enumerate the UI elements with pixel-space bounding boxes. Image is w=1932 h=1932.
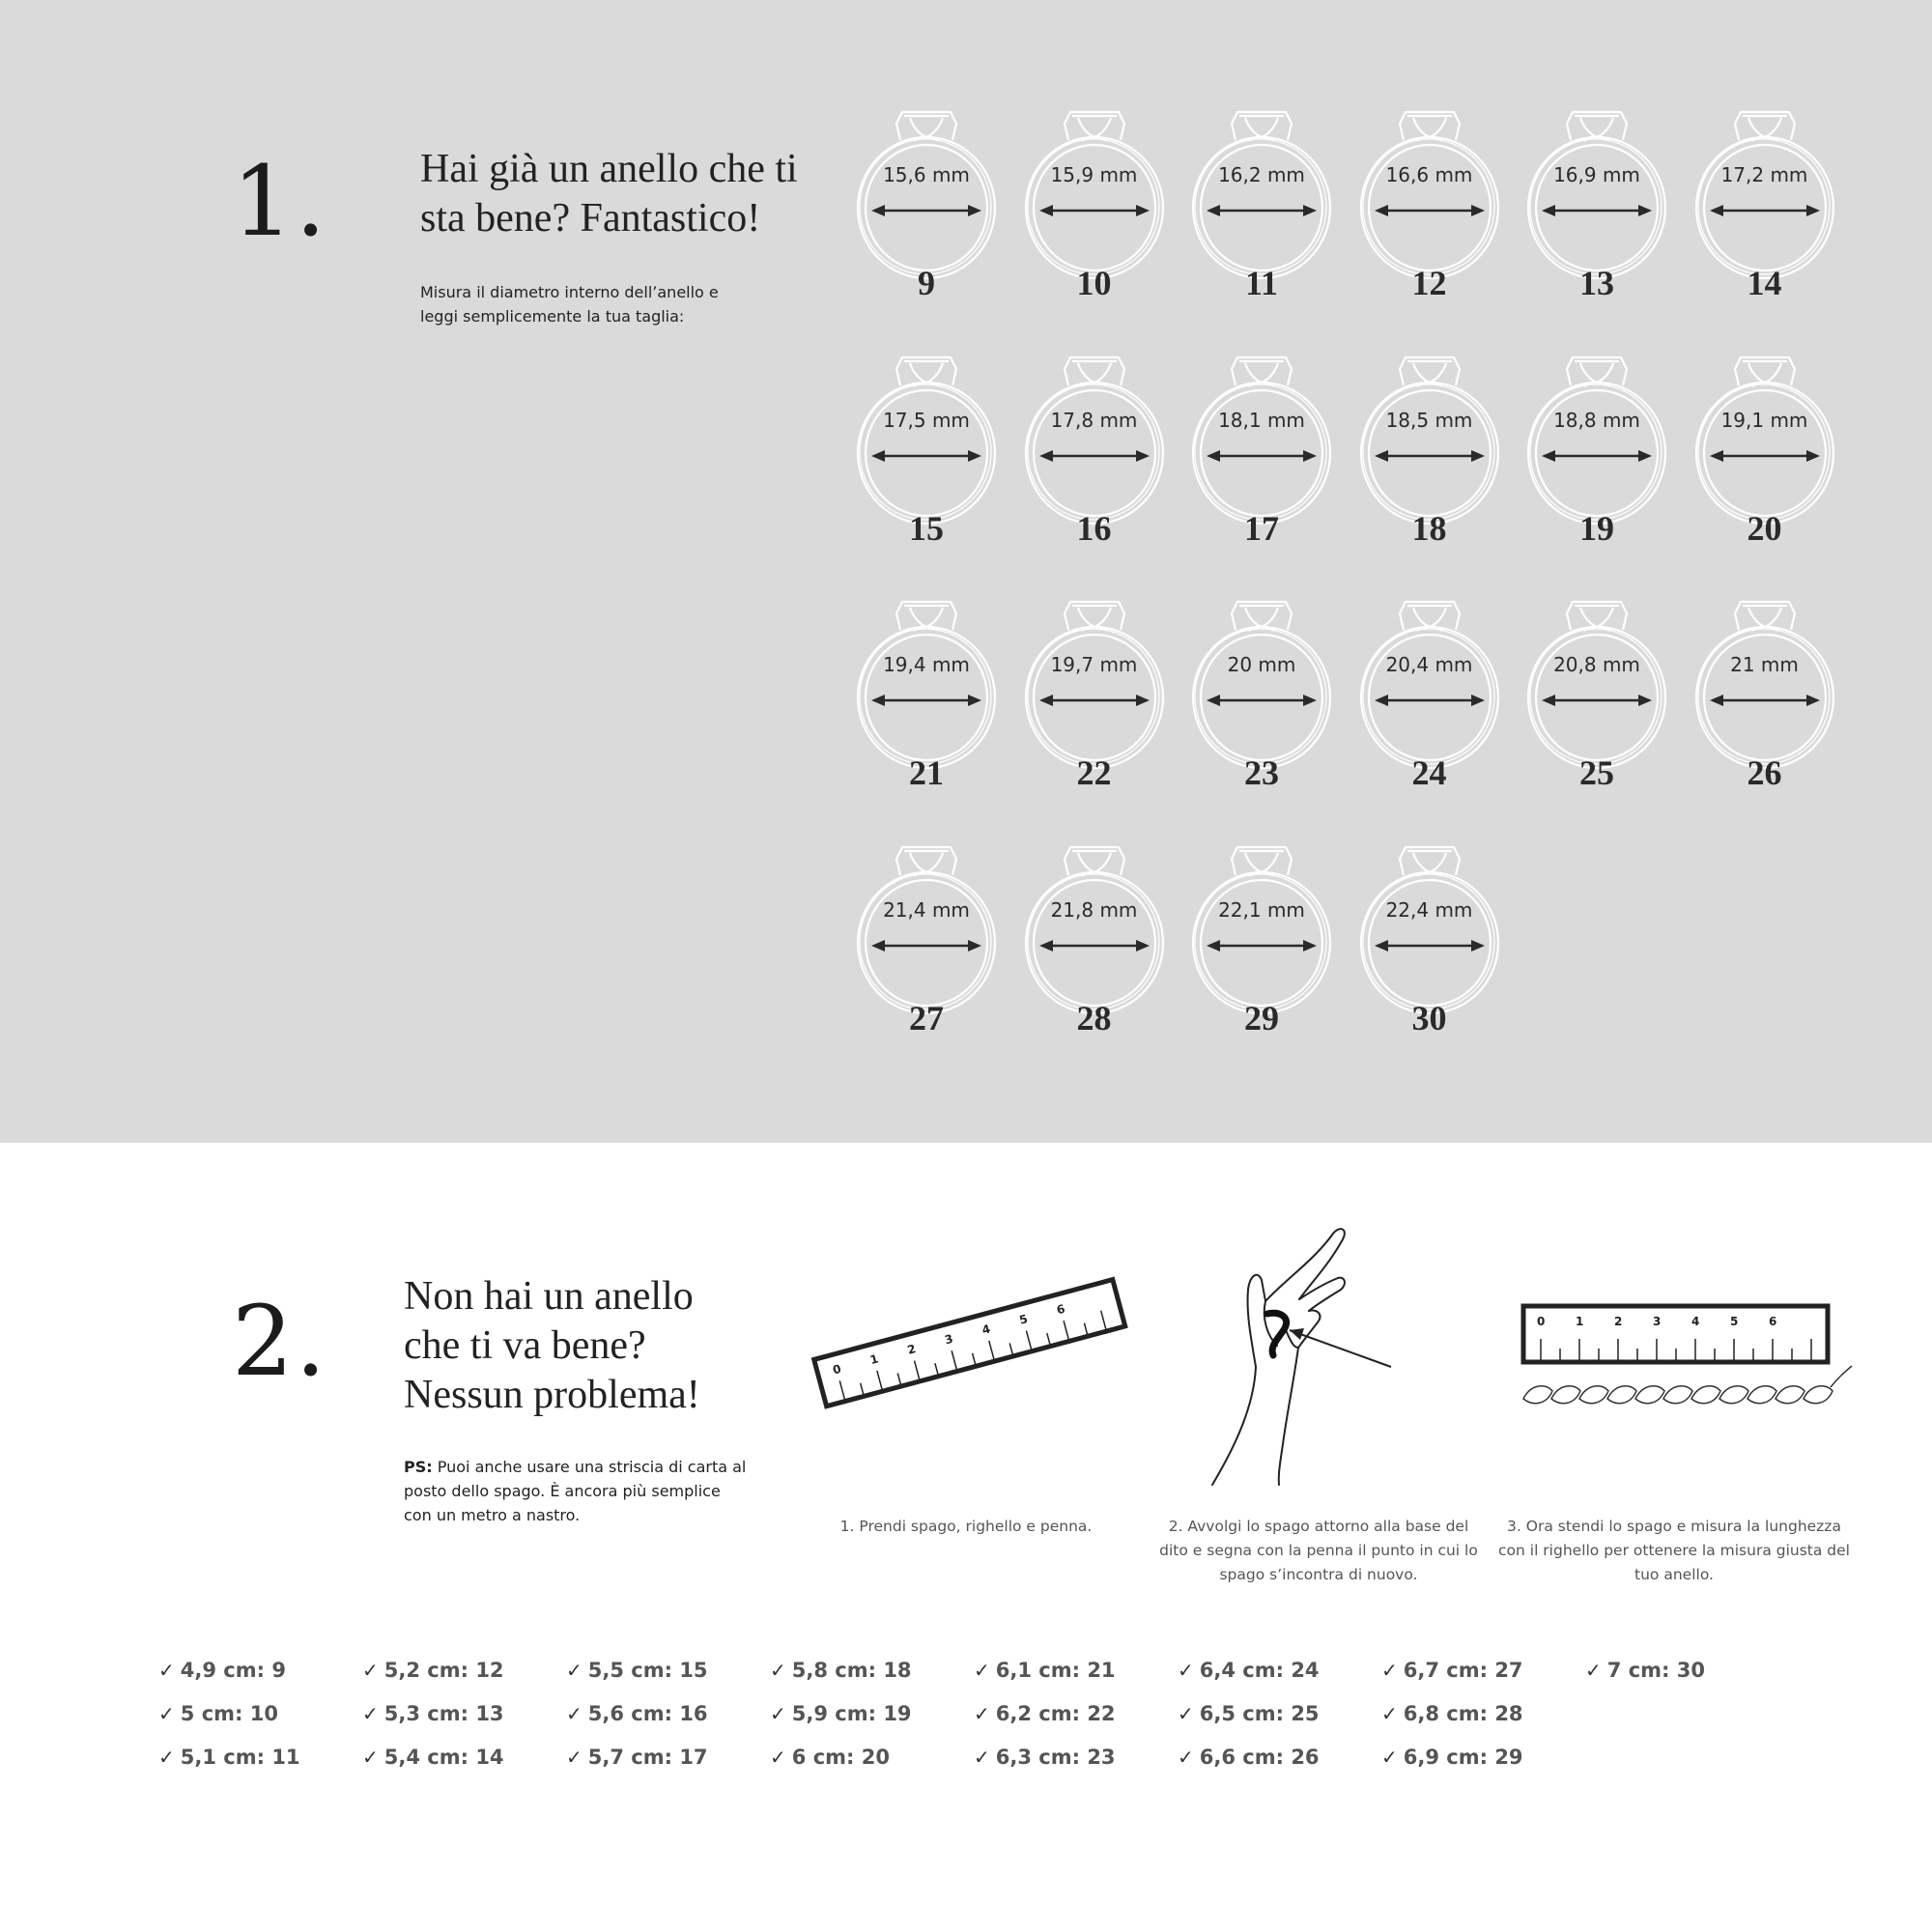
- ring-size-number: 18: [1411, 508, 1447, 548]
- ring-size-17: [1189, 354, 1334, 561]
- ring-size-22: [1022, 598, 1167, 806]
- conversion-entry: [1178, 1702, 1320, 1725]
- conversion-entry: [974, 1746, 1116, 1769]
- ring-size-16: [1022, 354, 1167, 561]
- ring-size-19: [1524, 354, 1669, 561]
- checkmark-icon: ✓: [1178, 1659, 1194, 1682]
- ruler-tick-label: 4: [980, 1321, 992, 1338]
- step-caption-2: 2. Avvolgi lo spago attorno alla base del dito e segna con la penna il punto in cui lo spago s’incontra di nuovo.: [1159, 1518, 1478, 1583]
- ring-diameter-label: 20,4 mm: [1385, 653, 1473, 676]
- step-caption-1: 1. Prendi spago, righello e penna.: [839, 1518, 1093, 1535]
- conversion-entry: [566, 1746, 708, 1769]
- ring-size-number: 27: [909, 998, 944, 1037]
- ruler-tick-label: 2: [905, 1342, 918, 1357]
- ring-diameter-label: 22,1 mm: [1218, 897, 1305, 922]
- checkmark-icon: ✓: [1381, 1702, 1398, 1725]
- ring-size-number: 28: [1076, 998, 1112, 1037]
- hand-illustration: [1198, 1222, 1420, 1492]
- ring-diameter-label: 20,8 mm: [1553, 653, 1640, 676]
- conversion-entry: [974, 1659, 1116, 1682]
- conversion-entry: [362, 1702, 504, 1725]
- ruler-tick-label: 3: [1653, 1315, 1662, 1328]
- checkmark-icon: ✓: [974, 1659, 990, 1682]
- conversion-entry: [1178, 1659, 1320, 1682]
- ring-size-number: 21: [909, 753, 944, 792]
- ring-size-number: 13: [1579, 264, 1614, 302]
- ruler-string-illustration: [1512, 1294, 1860, 1420]
- conversion-entry: [362, 1659, 504, 1682]
- ruler-tick-label: 0: [1537, 1315, 1546, 1328]
- conversion-text: 5,4 cm: 14: [384, 1746, 504, 1769]
- ring-size-number: 12: [1411, 264, 1447, 302]
- checkmark-icon: ✓: [1381, 1746, 1398, 1769]
- conversion-text: 5,1 cm: 11: [180, 1746, 300, 1769]
- checkmark-icon: ✓: [974, 1746, 990, 1769]
- ring-size-21: [854, 598, 999, 806]
- ring-size-24: [1357, 598, 1502, 806]
- conversion-entry: [158, 1702, 278, 1725]
- conversion-entry: [158, 1659, 286, 1682]
- checkmark-icon: ✓: [770, 1702, 786, 1725]
- conversion-entry: [770, 1659, 912, 1682]
- ruler-tick-label: 5: [1017, 1312, 1030, 1327]
- conversion-text: 5 cm: 10: [180, 1702, 278, 1725]
- ring-size-number: 22: [1076, 753, 1112, 792]
- ring-size-13: [1524, 108, 1669, 316]
- checkmark-icon: ✓: [158, 1659, 175, 1682]
- step-caption-3: 3. Ora stendi lo spago e misura la lunghezza con il righello per ottenere la misura giusta del tuo anello.: [1498, 1518, 1850, 1583]
- conversion-text: 5,9 cm: 19: [791, 1702, 912, 1725]
- ruler-tick-label: 1: [868, 1351, 880, 1368]
- ruler-tick-label: 4: [1691, 1315, 1700, 1328]
- checkmark-icon: ✓: [1178, 1702, 1194, 1725]
- ring-size-number: 9: [918, 264, 935, 302]
- conversion-entry: [770, 1702, 912, 1725]
- ruler-tick-label: 6: [1769, 1315, 1777, 1328]
- checkmark-icon: ✓: [158, 1746, 175, 1769]
- ring-size-12: [1357, 108, 1502, 316]
- ring-diameter-label: 18,1 mm: [1218, 408, 1305, 432]
- checkmark-icon: ✓: [362, 1702, 379, 1725]
- ring-diameter-label: 17,2 mm: [1720, 163, 1808, 186]
- ring-size-25: [1524, 598, 1669, 806]
- conversion-entry: [1381, 1659, 1523, 1682]
- ring-diameter-label: 19,1 mm: [1720, 408, 1808, 432]
- ring-size-9: [854, 108, 999, 316]
- conversion-text: 6,7 cm: 27: [1403, 1659, 1523, 1682]
- ring-size-number: 11: [1244, 264, 1278, 302]
- ruler-tick-label: 5: [1730, 1315, 1739, 1328]
- conversion-entry: [158, 1746, 300, 1769]
- conversion-text: 6,4 cm: 24: [1199, 1659, 1320, 1682]
- conversion-entry: [1381, 1702, 1523, 1725]
- conversion-entry: [1178, 1746, 1320, 1769]
- conversion-text: 7 cm: 30: [1606, 1659, 1705, 1682]
- checkmark-icon: ✓: [566, 1746, 582, 1769]
- ring-size-number: 17: [1244, 508, 1279, 548]
- ring-diameter-label: 19,7 mm: [1050, 653, 1138, 676]
- conversion-text: 5,6 cm: 16: [587, 1702, 708, 1725]
- section-2-heading: Non hai un anello che ti va bene? Nessun problema!: [404, 1274, 700, 1417]
- ring-diameter-label: 19,4 mm: [883, 653, 970, 676]
- checkmark-icon: ✓: [1178, 1746, 1194, 1769]
- ring-size-15: [854, 354, 999, 561]
- conversion-text: 6,6 cm: 26: [1199, 1746, 1320, 1769]
- ring-size-number: 19: [1579, 508, 1614, 548]
- checkmark-icon: ✓: [770, 1659, 786, 1682]
- ruler-tick-label: 3: [943, 1331, 955, 1348]
- ring-diameter-label: 22,4 mm: [1385, 897, 1473, 922]
- ring-diameter-label: 17,5 mm: [883, 408, 970, 432]
- conversion-entry: [362, 1746, 504, 1769]
- ring-diameter-label: 16,9 mm: [1553, 163, 1640, 186]
- conversion-text: 5,7 cm: 17: [587, 1746, 708, 1769]
- checkmark-icon: ✓: [362, 1746, 379, 1769]
- step-number-1: 1.: [232, 145, 328, 258]
- checkmark-icon: ✓: [770, 1746, 786, 1769]
- ruler-illustration: [802, 1261, 1140, 1435]
- ring-diameter-label: 16,2 mm: [1218, 163, 1305, 186]
- ring-size-14: [1692, 108, 1837, 316]
- checkmark-icon: ✓: [158, 1702, 175, 1725]
- ring-size-23: [1189, 598, 1334, 806]
- conversion-entry: [1381, 1746, 1523, 1769]
- conversion-text: 6,5 cm: 25: [1199, 1702, 1320, 1725]
- ring-size-number: 15: [909, 508, 944, 548]
- ruler-tick-label: 6: [1055, 1301, 1066, 1318]
- conversion-text: 6,9 cm: 29: [1403, 1746, 1523, 1769]
- ring-diameter-label: 18,8 mm: [1553, 408, 1640, 432]
- conversion-text: 4,9 cm: 9: [180, 1659, 286, 1682]
- step-number-2: 2.: [232, 1285, 328, 1398]
- conversion-text: 5,2 cm: 12: [384, 1659, 504, 1682]
- ring-diameter-label: 21,8 mm: [1050, 897, 1138, 922]
- section-1-text: Misura il diametro interno dell’anello e leggi semplicemente la tua taglia:: [420, 283, 719, 326]
- ring-size-26: [1692, 598, 1837, 806]
- ring-size-number: 20: [1747, 508, 1782, 548]
- checkmark-icon: ✓: [1381, 1659, 1398, 1682]
- ring-size-number: 24: [1411, 753, 1447, 792]
- ring-diameter-label: 20 mm: [1227, 653, 1296, 676]
- conversion-text: 5,8 cm: 18: [791, 1659, 912, 1682]
- conversion-text: 6,1 cm: 21: [995, 1659, 1116, 1682]
- checkmark-icon: ✓: [566, 1659, 582, 1682]
- conversion-text: 6,3 cm: 23: [995, 1746, 1116, 1769]
- ring-size-number: 26: [1747, 753, 1782, 792]
- section-1-heading: Hai già un anello che ti sta bene? Fantastico!: [420, 147, 798, 241]
- checkmark-icon: ✓: [1585, 1659, 1602, 1682]
- conversion-entry: [566, 1659, 708, 1682]
- ring-size-number: 23: [1244, 753, 1279, 792]
- checkmark-icon: ✓: [566, 1702, 582, 1725]
- ruler-tick-label: 0: [831, 1361, 843, 1378]
- ring-diameter-label: 21,4 mm: [883, 897, 970, 922]
- ring-size-10: [1022, 108, 1167, 316]
- ring-diameter-label: 21 mm: [1730, 653, 1799, 676]
- ring-size-number: 30: [1411, 998, 1447, 1037]
- ring-size-number: 10: [1076, 264, 1112, 302]
- ring-size-number: 16: [1076, 508, 1112, 548]
- ps-text: Puoi anche usare una striscia di carta al posto dello spago. È ancora più semplice con un metro a nastro.: [404, 1458, 747, 1524]
- ruler-tick-label: 1: [1576, 1315, 1584, 1328]
- conversion-entry: [1585, 1659, 1705, 1682]
- checkmark-icon: ✓: [974, 1702, 990, 1725]
- ring-size-number: 14: [1747, 264, 1782, 302]
- ring-size-11: [1189, 108, 1334, 316]
- conversion-entry: [566, 1702, 708, 1725]
- conversion-text: 5,3 cm: 13: [384, 1702, 504, 1725]
- conversion-table: [158, 1659, 1801, 1804]
- ring-diameter-label: 17,8 mm: [1050, 408, 1138, 432]
- checkmark-icon: ✓: [362, 1659, 379, 1682]
- conversion-text: 5,5 cm: 15: [587, 1659, 708, 1682]
- ring-size-28: [1022, 843, 1167, 1051]
- conversion-text: 6,2 cm: 22: [995, 1702, 1116, 1725]
- ring-size-number: 25: [1579, 753, 1614, 792]
- ring-diameter-label: 15,6 mm: [883, 163, 970, 186]
- ring-size-20: [1692, 354, 1837, 561]
- ps-label: PS:: [404, 1458, 433, 1476]
- section-2-ps: [404, 1455, 752, 1527]
- ring-diameter-label: 16,6 mm: [1385, 163, 1473, 186]
- ring-size-29: [1189, 843, 1334, 1051]
- ring-size-number: 29: [1244, 998, 1279, 1037]
- conversion-entry: [770, 1746, 890, 1769]
- conversion-text: 6 cm: 20: [791, 1746, 890, 1769]
- ring-diameter-label: 15,9 mm: [1050, 163, 1138, 186]
- conversion-entry: [974, 1702, 1116, 1725]
- ring-diameter-label: 18,5 mm: [1385, 408, 1473, 432]
- ring-size-27: [854, 843, 999, 1051]
- conversion-text: 6,8 cm: 28: [1403, 1702, 1523, 1725]
- ring-size-18: [1357, 354, 1502, 561]
- ring-size-30: [1357, 843, 1502, 1051]
- ruler-tick-label: 2: [1614, 1315, 1623, 1328]
